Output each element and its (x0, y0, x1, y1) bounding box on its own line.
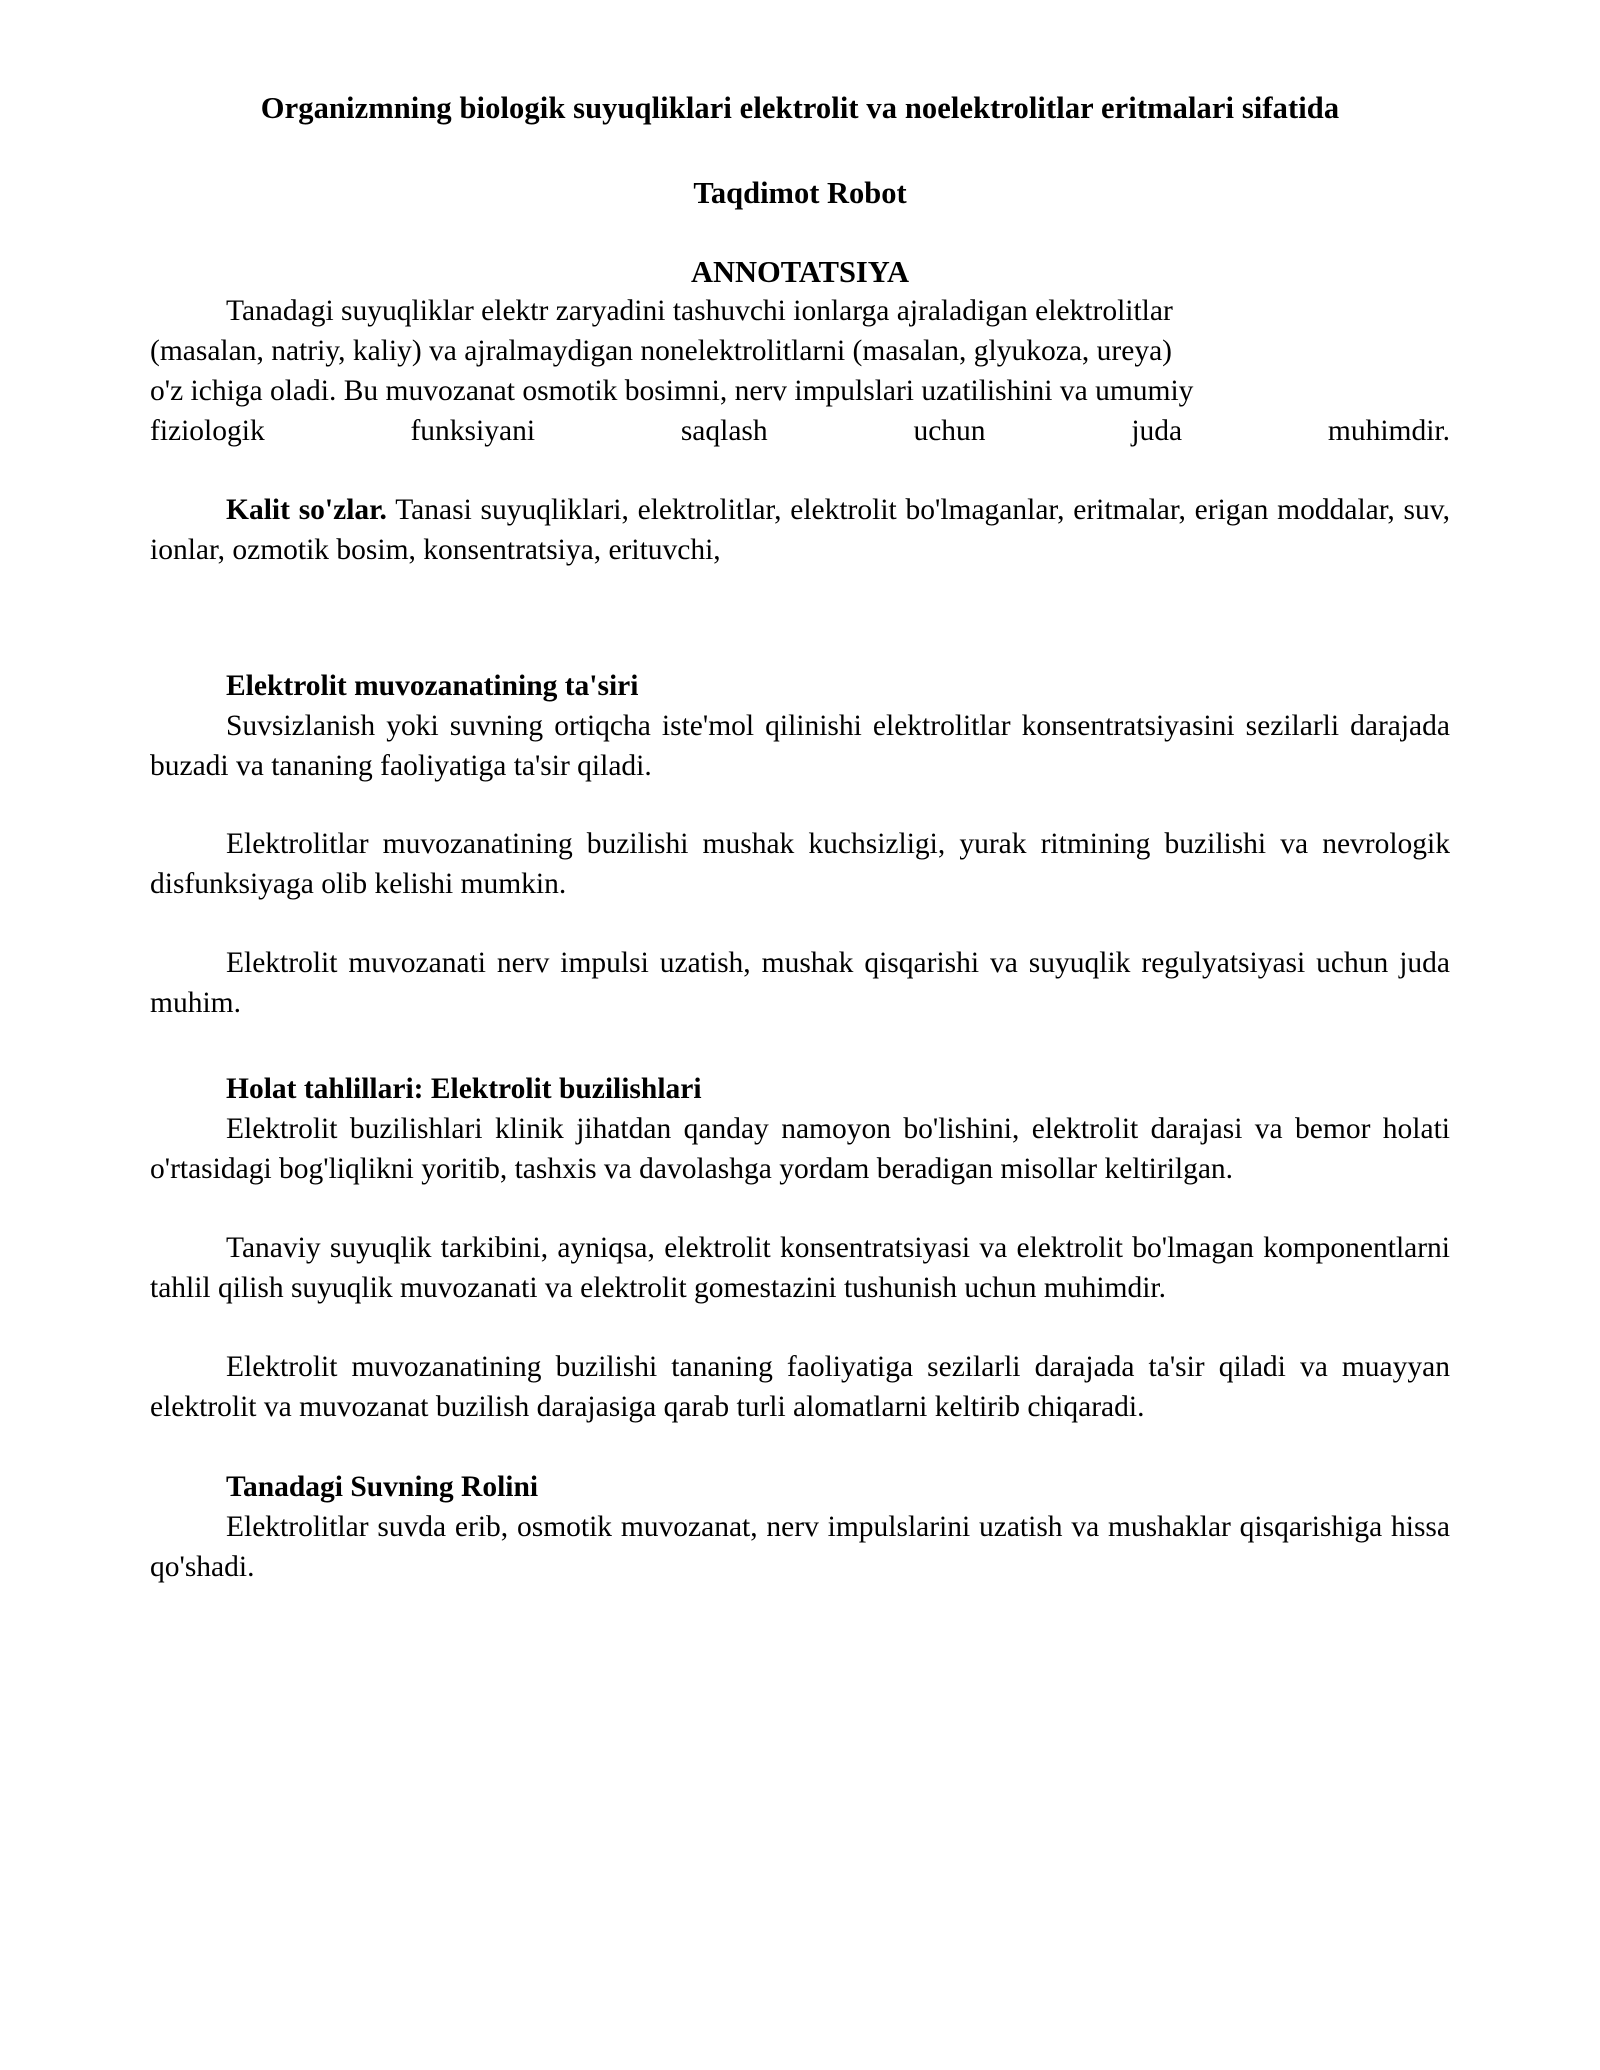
abstract-line-1: Tanadagi suyuqliklar elektr zaryadini tashuvchi ionlarga ajraladigan elektrolitlar (226, 294, 1173, 327)
abstract-heading: ANNOTATSIYA (690, 254, 910, 289)
section-2-paragraph-3: Elektrolit muvozanatining buzilishi tananing faoliyatiga sezilarli darajada ta'sir qiladi va muayyan elektrolit va muvozanat buzilish darajasiga qarab turli alomatlarni keltirib chiqaradi. (150, 1351, 1450, 1424)
abstract-line-4-word: juda (1131, 414, 1183, 447)
keywords-paragraph (150, 491, 1450, 571)
section-2-bottom-spacer (150, 1428, 1450, 1468)
document-content (150, 88, 1450, 1588)
abstract-line-4-word: fiziologik (150, 414, 265, 447)
abstract-line-2: (masalan, natriy, kaliy) va ajralmaydigan nonelektrolitlarni (masalan, glyukoza, ureya) (150, 334, 1172, 367)
document-title: Organizmning biologik suyuqliklari elektrolit va noelektrolitlar eritmalari sifatida (260, 91, 1340, 125)
title-spacer (150, 132, 1450, 173)
abstract-line-4-word: muhimdir. (1327, 414, 1450, 447)
abstract-line-4-word: uchun (913, 414, 986, 447)
subtitle-spacer (150, 214, 1450, 252)
section-2-paragraph-2: Tanaviy suyuqlik tarkibini, ayniqsa, elektrolit konsentratsiyasi va elektrolit bo'lmagan komponentlarni tahlil qilish suyuqlik muvozanati va elektrolit gomestazini tushunish uchun muhimdir. (150, 1232, 1450, 1305)
section-2-paragraph-1: Elektrolit buzilishlari klinik jihatdan qanday namoyon bo'lishini, elektrolit darajasi va bemor holati o'rtasidagi bog'liqlikni yoritib, tashxis va davolashga yordam beradigan misollar keltirilgan. (150, 1113, 1450, 1186)
keywords-text: Tanasi suyuqliklari, elektrolitlar, elektrolit bo'lmaganlar, eritmalar, erigan moddalar, suv, ionlar, ozmotik bosim, konsentratsiya, erituvchi, (150, 493, 1450, 566)
section-1-paragraph-3: Elektrolit muvozanati nerv impulsi uzatish, mushak qisqarishi va suyuqlik regulyatsiyasi uchun juda muhim. (150, 947, 1450, 1020)
abstract-line-3: o'z ichiga oladi. Bu muvozanat osmotik bosimni, nerv impulslari uzatilishini va umumiy (150, 374, 1194, 407)
keywords-bottom-spacer (150, 571, 1450, 667)
section-1-bottom-spacer (150, 1024, 1450, 1070)
section-1-paragraph-2: Elektrolitlar muvozanatining buzilishi mushak kuchsizligi, yurak ritmining buzilishi va nevrologik disfunksiyaga olib kelishi mumkin. (150, 828, 1450, 901)
keywords-label: Kalit so'zlar. (226, 493, 387, 526)
section-heading-role-of-water: Tanadagi Suvning Rolini (226, 1471, 539, 1504)
abstract-line-4-word: saqlash (680, 414, 768, 447)
abstract-line-4-word: funksiyani (410, 414, 536, 447)
section-heading-electrolyte-balance: Elektrolit muvozanatining ta'siri (226, 669, 639, 702)
section-1-paragraph-1: Suvsizlanish yoki suvning ortiqcha iste'mol qilinishi elektrolitlar konsentratsiyasini sezilarli darajada buzadi va tananing faoliyatiga ta'sir qiladi. (150, 709, 1450, 782)
section-3-paragraph-1: Elektrolitlar suvda erib, osmotik muvozanat, nerv impulslarini uzatish va mushaklar qisqarishiga hissa qo'shadi. (150, 1511, 1450, 1584)
document-subtitle: Taqdimot Robot (693, 176, 907, 211)
abstract-line-4 (150, 412, 1450, 452)
section-heading-case-studies: Holat tahlillari: Elektrolit buzilishlari (226, 1073, 702, 1106)
